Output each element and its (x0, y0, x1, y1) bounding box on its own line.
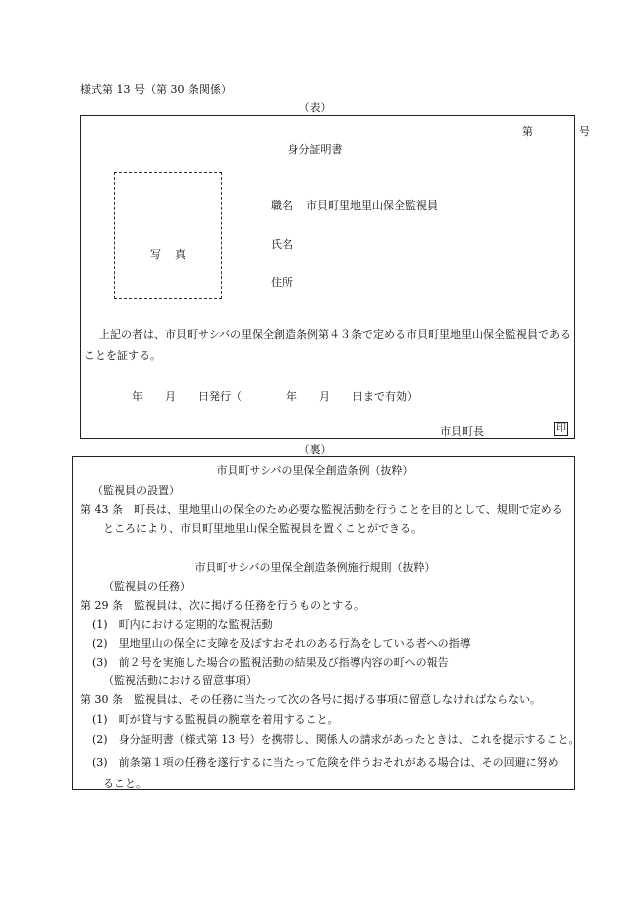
issuer-name: 市貝町長 (440, 425, 484, 438)
article-29-item: (3) 前２号を実施した場合の監視活動の結果及び指導内容の町への報告 (92, 656, 449, 669)
photo-label: 写真 (150, 248, 200, 261)
address-label: 住所 (271, 276, 293, 289)
job-title-label: 職名 (271, 199, 293, 212)
article-29-item: (2) 里地里山の保全に支障を及ぼすおそれのある行為をしている者への指導 (92, 637, 471, 650)
certificate-number: 第 号 (522, 125, 598, 138)
certification-text: 上記の者は、市貝町サシバの里保全創造条例第４３条で定める市貝町里地里山保全監視員であることを証する。 (84, 328, 572, 362)
job-title-value: 市貝町里地里山保全監視員 (306, 199, 438, 212)
duties-heading: （監視員の任務） (103, 580, 191, 593)
article-29-item: (1) 町内における定期的な監視活動 (92, 618, 273, 631)
name-label: 氏名 (271, 238, 293, 251)
certificate-title: 身分証明書 (287, 143, 343, 156)
article-43-continued: ところにより、市貝町里地里山保全監視員を置くことができる。 (103, 522, 422, 535)
article-30-item: (3) 前条第１項の任務を遂行するに当たって危険を伴うおそれがある場合は、その回避に努め (92, 756, 559, 769)
article-30-item: (2) 身分証明書（様式第 13 号）を携帯し、関係人の請求があったときは、これを提示すること。 (92, 733, 580, 746)
article-30-item: (1) 町が貸与する監視員の腕章を着用すること。 (92, 713, 339, 726)
seal-box: 印 (556, 423, 566, 434)
form-label: 様式第 13 号（第 30 条関係） (80, 83, 232, 96)
photo-frame (114, 172, 222, 299)
article-29: 第 29 条 監視員は、次に掲げる任務を行うものとする。 (80, 599, 365, 612)
ordinance-title: 市貝町サシバの里保全創造条例（抜粋） (216, 464, 414, 477)
article-30-item-continued: ること。 (103, 777, 147, 790)
article-43: 第 43 条 町長は、里地里山の保全のため必要な監視活動を行うことを目的として、規則で定める (80, 503, 563, 516)
issue-date-line: 年 月 日発行（ 年 月 日まで有効） (132, 390, 418, 403)
rules-title: 市貝町サシバの里保全創造条例施行規則（抜粋） (194, 561, 436, 574)
back-side-label: （裏） (298, 443, 332, 456)
notes-heading: （監視活動における留意事項） (103, 674, 257, 687)
ordinance-heading: （監視員の設置） (92, 484, 180, 497)
front-side-label: （表） (298, 101, 332, 114)
article-30: 第 30 条 監視員は、その任務に当たって次の各号に掲げる事項に留意しなければならない。 (80, 693, 541, 706)
